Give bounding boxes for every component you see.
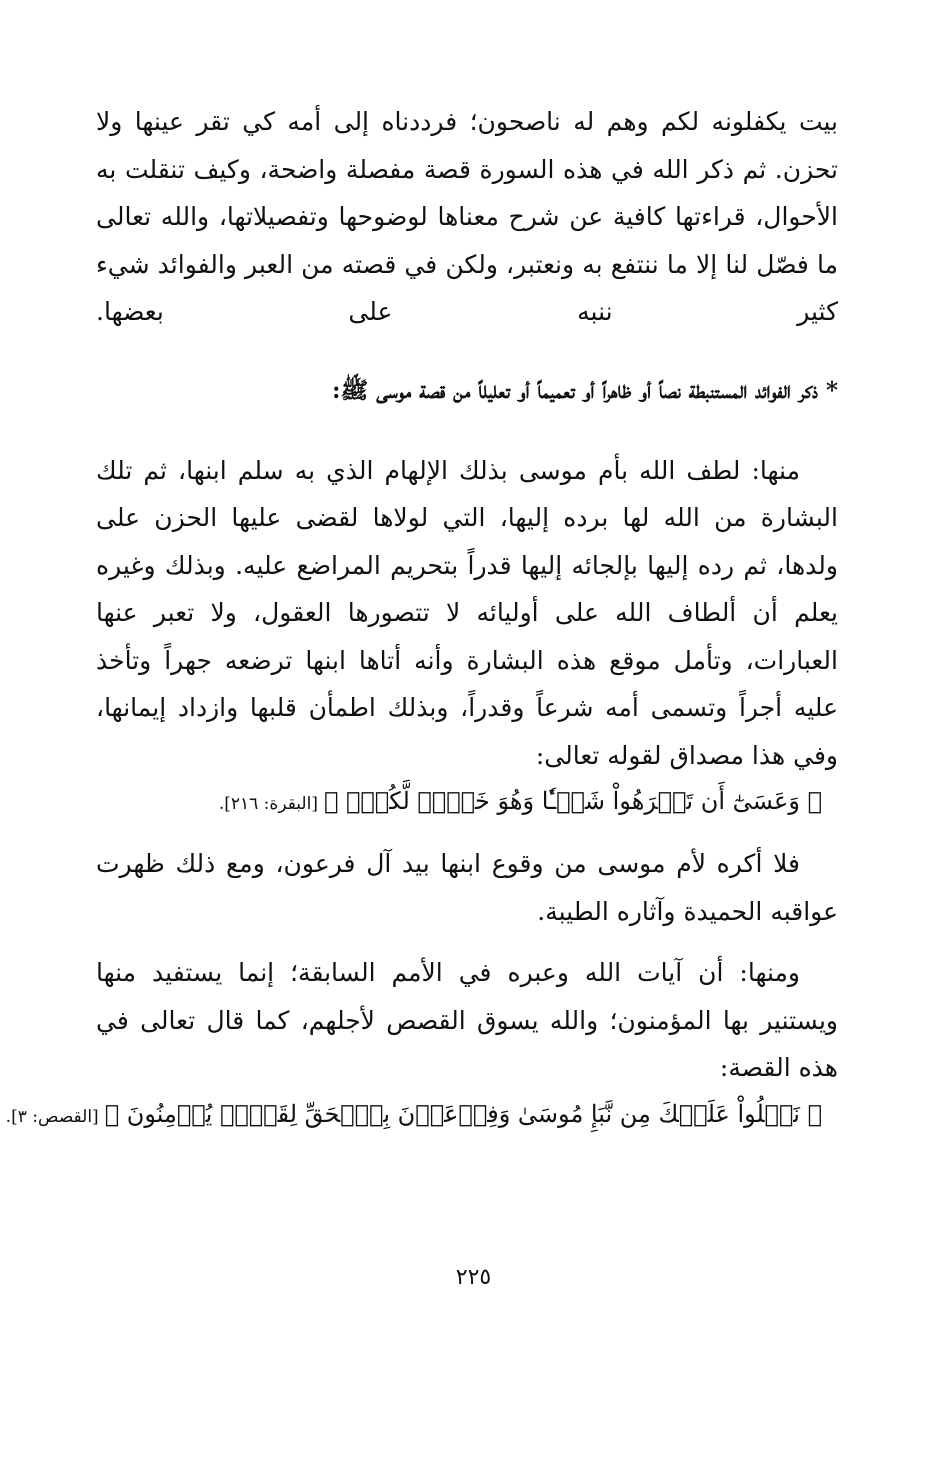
verse-1-reference: [البقرة: ٢١٦]. <box>218 794 318 814</box>
spacer <box>96 336 838 371</box>
verse-2-reference: [القصص: ٣]. <box>5 1106 99 1127</box>
verse-2-text: ﴿ نَتۡلُواْ عَلَيۡكَ مِن نَّبَإِ مُوسَىٰ وَفِرۡعَوۡنَ بِٱلۡحَقِّ لِقَوۡمٖ يُؤۡمِنُونَ ﴾ <box>104 1099 822 1128</box>
spacer <box>96 826 838 840</box>
page-number: ٢٢٥ <box>455 1265 492 1290</box>
intro-paragraph: بيت يكفلونه لكم وهم له ناصحون؛ فرددناه إلى أمه كي تقر عينها ولا تحزن. ثم ذكر الله في هذه السورة قصة مفصلة واضحة، وكيف تنقلت به الأحوال، قراءتها كافية عن شرح معناها لوضوحها وتفصيلاتها، والله تعالى ما فصّل لنا إلا ما ننتفع به ونعتبر، ولكن في قصته من العبر والفوائد شيء كثير ننبه على بعضها. <box>96 107 838 326</box>
quran-verse-1 <box>96 779 822 826</box>
benefit-paragraph-1: منها: لطف الله بأم موسى بذلك الإلهام الذي به سلم ابنها، ثم تلك البشارة من الله لها برده إليها، التي لولاها لقضى عليها الحزن على ولدها، ثم رده إليها بإلجائه إليها قدراً بتحريم المراضع عليه. وبذلك وغيره يعلم أن ألطاف الله على أوليائه لا تتصورها العقول، ولا تعبر عنها العبارات، وتأمل موقع هذه البشارة وأنه أتاها ابنها ترضعه جهراً وتأخذ عليه أجراً وتسمى أمه شرعاً وقدراً، وبذلك اطمأن قلبها وازداد إيمانها، وفي هذا مصداق لقوله تعالى: <box>96 455 838 770</box>
quran-verse-2 <box>5 1092 822 1139</box>
benefit-paragraph-2: ومنها: أن آيات الله وعبره في الأمم السابقة؛ إنما يستفيد منها ويستنير بها المؤمنون؛ والله يسوق القصص لأجلهم، كما قال تعالى في هذه القصة: <box>96 958 838 1082</box>
verse-1-text: ﴿ وَعَسَىٰٓ أَن تَكۡرَهُواْ شَيۡـٔٗا وَهُوَ خَيۡرٞ لَّكُمۡۖ ﴾ <box>323 787 822 815</box>
spacer <box>96 411 838 447</box>
spacer <box>96 935 838 949</box>
after-verse-1-paragraph: فلا أكره لأم موسى من وقوع ابنها بيد آل فرعون، ومع ذلك ظهرت عواقبه الحميدة وآثاره الطيبة. <box>96 849 838 926</box>
page-body <box>5 98 838 1139</box>
section-heading: * ذكر الفوائد المستنبطة نصاً أو ظاهراً أو تعميماً أو تعليلاً من قصة موسى ﷺ: <box>331 376 838 404</box>
